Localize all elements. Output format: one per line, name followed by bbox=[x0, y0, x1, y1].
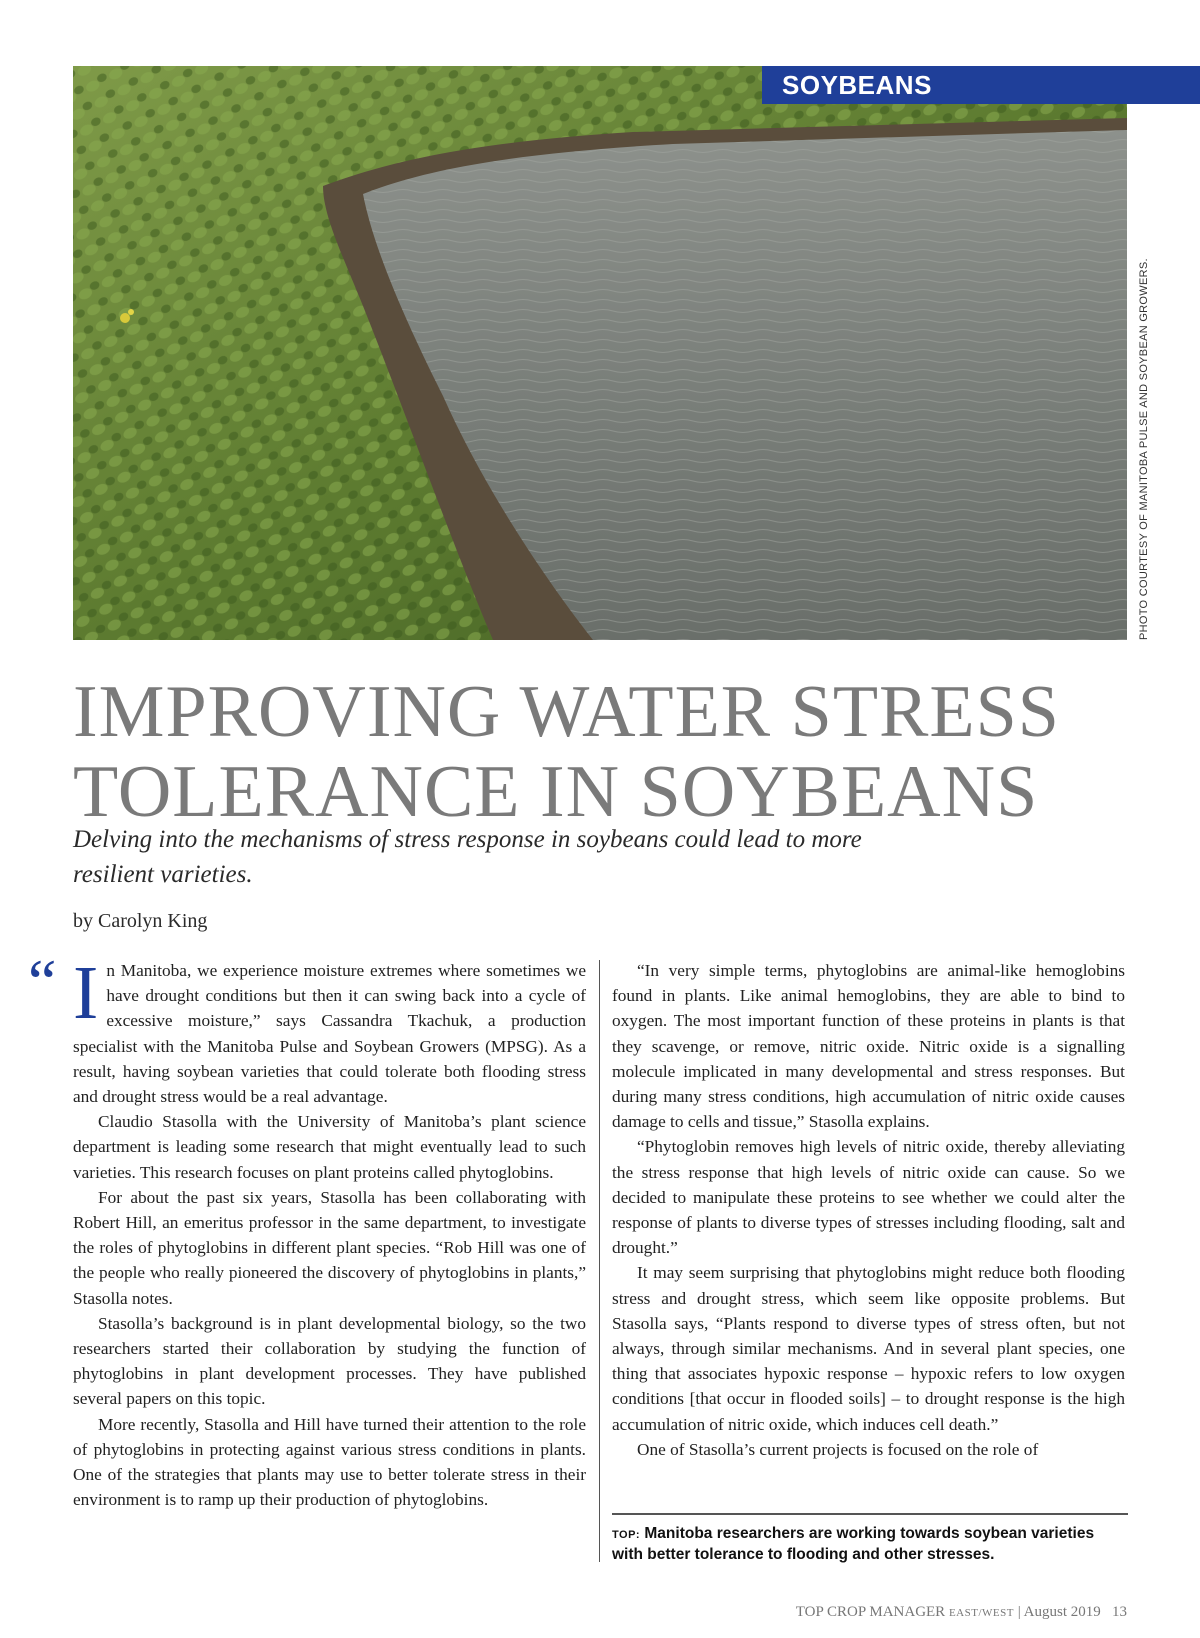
paragraph: One of Stasolla’s current projects is focused on the role of bbox=[637, 1439, 1039, 1459]
byline: by Carolyn King bbox=[73, 910, 208, 932]
article-headline bbox=[73, 672, 1133, 832]
caption-text: Manitoba researchers are working towards soybean varieties with better tolerance to flooding and other stresses. bbox=[612, 1525, 1095, 1563]
paragraph: More recently, Stasolla and Hill have turned their attention to the role of phytoglobins in protecting against various stress conditions in plants. One of the strategies that plants may use to better tolerate stress in their environment is to ramp up their production of phytoglobins. bbox=[73, 1414, 586, 1510]
article-photo bbox=[73, 66, 1127, 640]
magazine-edition: EAST/WEST bbox=[948, 1607, 1014, 1619]
paragraph: “Phytoglobin removes high levels of nitric oxide, thereby alleviating the stress response that high levels of nitric oxide can cause. So we decided to manipulate these proteins to see whether we could alter the response of plants to diverse types of stresses including flooding, salt and drought.” bbox=[612, 1137, 1125, 1258]
body-column-2 bbox=[612, 958, 1125, 1462]
paragraph-text: n Manitoba, we experience moisture extremes where sometimes we have drought conditions but then it can swing back into a cycle of excessive moisture,” says Cassandra Tkachuk, a production specialist with the Manitoba Pulse and Soybean Growers (MPSG). As a result, having soybean varieties that could tolerate both flooding stress and drought stress would be a real advantage. bbox=[73, 961, 586, 1107]
paragraph: Stasolla’s background is in plant developmental biology, so the two researchers started their collaboration by studying the function of phytoglobins in plant development processes. They have published several papers on this topic. bbox=[73, 1313, 586, 1409]
column-divider bbox=[599, 960, 600, 1562]
paragraph: For about the past six years, Stasolla has been collaborating with Robert Hill, an emeritus professor in the same department, to investigate the roles of phytoglobins in different plant species. “Rob Hill was one of the people who really pioneered the discovery of phytoglobins in plants,” Stasolla notes. bbox=[73, 1187, 586, 1308]
article-deck: Delving into the mechanisms of stress response in soybeans could lead to more resilient varieties. bbox=[73, 826, 862, 888]
opening-quote-mark: “ bbox=[28, 946, 57, 1017]
caption-rule bbox=[612, 1513, 1128, 1515]
caption-label: TOP: bbox=[612, 1529, 641, 1541]
headline-line-2: TOLERANCE IN SOYBEANS bbox=[73, 751, 1039, 833]
headline-line-1: IMPROVING WATER STRESS bbox=[73, 671, 1060, 753]
magazine-name: TOP CROP MANAGER bbox=[795, 1604, 946, 1620]
drop-cap: I bbox=[73, 951, 99, 1035]
paragraph bbox=[73, 951, 586, 1109]
footer-separator: | bbox=[1017, 1604, 1021, 1620]
issue-date: August 2019 bbox=[1023, 1604, 1101, 1620]
body-column-1 bbox=[73, 951, 586, 1512]
photo-caption bbox=[612, 1524, 1128, 1565]
page-number: 13 bbox=[1112, 1604, 1127, 1620]
paragraph: Claudio Stasolla with the University of Manitoba’s plant science department is leading some research that might eventually lead to such varieties. This research focuses on plant proteins called phytoglobins. bbox=[73, 1112, 586, 1182]
photo-credit: PHOTO COURTESY OF MANITOBA PULSE AND SOYBEAN GROWERS. bbox=[1138, 258, 1150, 640]
flooded-field-image bbox=[73, 66, 1127, 640]
paragraph: “In very simple terms, phytoglobins are animal-like hemoglobins found in plants. Like animal hemoglobins, they are able to bind to oxygen. The most important function of these proteins in plants is that they scavenge, or remove, nitric oxide. Nitric oxide is a signalling molecule implicated in many developmental and stress responses. But during many stress conditions, high accumulation of nitric oxide causes damage to cells and tissue,” Stasolla explains. bbox=[612, 961, 1125, 1132]
section-label: SOYBEANS bbox=[762, 66, 1200, 104]
page-footer bbox=[796, 1604, 1127, 1621]
paragraph: It may seem surprising that phytoglobins might reduce both flooding stress and drought stress, which seem like opposite problems. But Stasolla says, “Plants respond to diverse types of stress often, but not always, through similar mechanisms. And in several plant species, one thing that associates hypoxic response – hypoxic refers to low oxygen conditions [that occur in flooded soils] – to drought response is the high accumulation of nitric oxide, which induces cell death.” bbox=[612, 1263, 1125, 1434]
